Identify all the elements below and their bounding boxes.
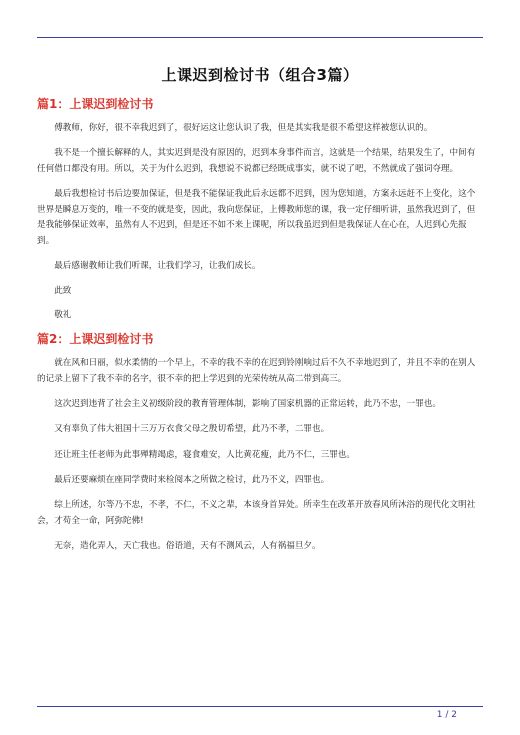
page-number: 1 / 2	[436, 710, 457, 720]
paragraph: 最后我想检讨书后边要加保证，但是我不能保证我此后永远都不迟到，因为您知道，方案永远赶不上变化，这个世界是瞬息万变的，唯一不变的就是变，因此，我向您保证，上傅教师您的课，我一定仔细听讲，虽然我迟到了，但是我能够保证效率，虽然有人不迟到，但是还不如不来上课呢，所以我虽迟到但是我保证人在心在，人迟到心先报到。	[37, 189, 476, 246]
section-heading: 篇2：上课迟到检讨书	[37, 332, 154, 347]
closing-salutation: 此致	[54, 286, 72, 297]
paragraph: 又有辜负了伟大祖国十三万万衣食父母之殷切希望，此乃不孝，二罪也。	[54, 424, 330, 435]
paragraph: 就在风和日丽，似水柔情的一个早上，不幸的我不幸的在迟到铃刚响过后不久不幸地迟到了，并且不幸的在别人的记录上留下了我不幸的名字，很不幸的把上学迟到的光荣传统从高二带到高三。	[37, 358, 476, 384]
paragraph: 这次迟到违背了社会主义初级阶段的教育管理体制，影响了国家机器的正常运转，此乃不忠，一罪也。	[54, 398, 441, 409]
paragraph: 无奈，造化弄人，天亡我也。俗语道，天有不测风云，人有祸福旦夕。	[54, 540, 321, 551]
paragraph: 我不是一个擅长解释的人，其实迟到是没有原因的，迟到本身事件而言，这就是一个结果，结果发生了，中间有任何借口都没有用。所以，关于为什么迟到，我想说不说都已经既成事实，就不说了吧，不然就成了强词夺理。	[37, 148, 476, 174]
paragraph: 最后感谢教师让我们听课，让我们学习，让我们成长。	[54, 260, 261, 271]
document-body	[37, 96, 483, 564]
header-rule	[37, 37, 483, 38]
paragraph: 傅教师，你好，很不幸我迟到了，很好运这让您认识了我，但是其实我是很不希望这样被您认识的。	[54, 123, 433, 133]
paragraph: 最后还要麻烦在座同学费时来检阅本之所做之检讨，此乃不义，四罪也。	[54, 474, 330, 485]
document-title: 上课迟到检讨书（组合3篇）	[161, 66, 359, 84]
paragraph: 还让班主任老师为此事殚精竭虑，寝食难安，人比黄花瘦，此乃不仁，三罪也。	[54, 449, 355, 460]
paragraph: 综上所述，尔等乃不忠，不孝，不仁，不义之辈，本该身首异处。所幸生在改革开放春风所沐浴的现代化文明社会，才苟全一命，阿弥陀佛!	[37, 500, 476, 526]
footer-rule	[37, 706, 483, 707]
section-heading: 篇1：上课迟到检讨书	[37, 97, 154, 111]
closing-regards: 敬礼	[54, 309, 72, 320]
